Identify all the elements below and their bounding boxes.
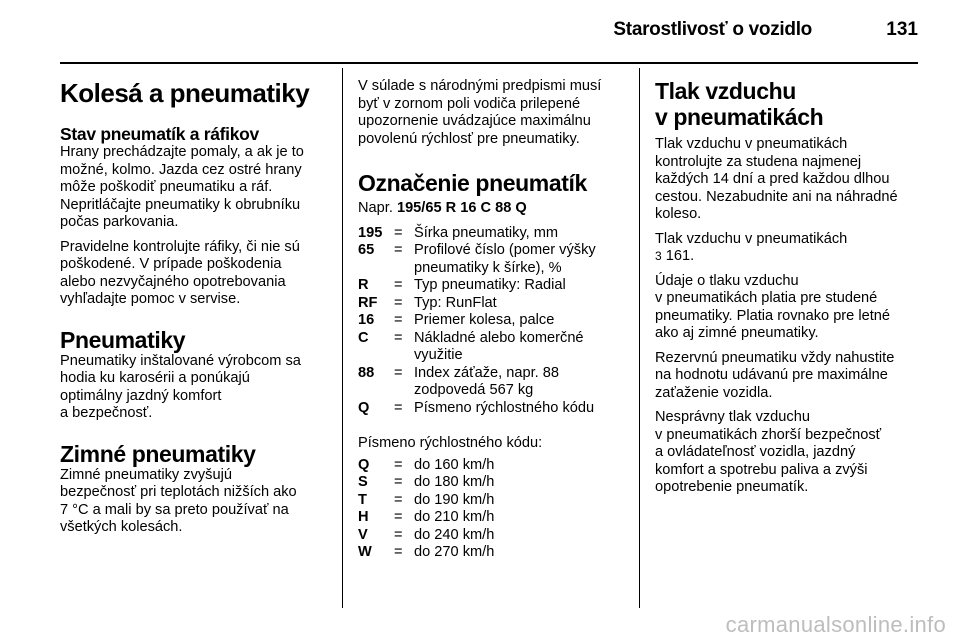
table-row <box>358 457 628 475</box>
text-line: koleso. <box>655 206 702 222</box>
text-line: Rezervnú pneumatiku vždy nahustite <box>655 349 895 366</box>
text-line: Pneumatiky inštalované výrobcom sa <box>60 352 301 369</box>
table-row <box>358 242 628 277</box>
table-row <box>358 312 628 330</box>
paragraph-incorrect-pressure <box>655 409 923 497</box>
equals-sign: = <box>394 474 403 490</box>
heading-line: Tlak vzduchu <box>655 78 796 104</box>
text-line: ako aj zimné pneumatiky. <box>655 325 819 341</box>
column-divider-1 <box>342 68 343 608</box>
text-line: byť v zornom poli vodiča prilepené <box>358 95 581 112</box>
text-line: kontrolujte za studena najmenej <box>655 153 862 170</box>
marking-code: 88 <box>358 364 375 381</box>
paragraph-pressure-data <box>655 273 923 343</box>
speed-code: T <box>358 491 367 508</box>
table-row <box>358 400 628 418</box>
text-line: hodia ku karosérii a ponúkajú <box>60 370 250 386</box>
equals-sign: = <box>394 399 403 416</box>
text-line: v pneumatikách platia pre studené <box>655 290 878 306</box>
running-header-title: Starostlivosť o vozidlo <box>613 19 812 40</box>
paragraph-spare-tire <box>655 350 923 403</box>
header-divider <box>60 62 918 64</box>
heading-line: v pneumatikách <box>655 104 824 130</box>
watermark: carmanualsonline.info <box>725 612 946 637</box>
tire-marking-example <box>358 200 628 218</box>
text-line: 7 °C a mali by sa preto používať na <box>60 501 289 518</box>
heading-winter-tires: Zimné pneumatiky <box>60 440 256 467</box>
section-title-wheels-and-tires: Kolesá a pneumatiky <box>60 78 310 108</box>
marking-code: RF <box>358 294 378 311</box>
text-line: Zimné pneumatiky zvyšujú <box>60 466 232 483</box>
equals-sign: = <box>394 364 403 381</box>
text-line: počas parkovania. <box>60 214 179 230</box>
text-line: Nepritláčajte pneumatiky k obrubníku <box>60 196 301 213</box>
paragraph-speed-sticker <box>358 78 628 148</box>
table-row <box>358 527 628 545</box>
text-line: Pravidelne kontrolujte ráfiky, či nie sú <box>60 238 300 255</box>
marking-description: Nákladné alebo komerčné využitie <box>414 329 584 363</box>
marking-code: C <box>358 329 369 346</box>
equals-sign: = <box>394 544 403 560</box>
equals-sign: = <box>394 242 403 258</box>
text-line: a bezpečnosť. <box>60 405 153 421</box>
text-line: pneumatiky. Platia rovnako pre letné <box>655 307 890 324</box>
text-line: povolenú rýchlosť pre pneumatiky. <box>358 130 580 147</box>
text-line: alebo nezvyčajného opotrebovania <box>60 273 286 290</box>
speed-code: V <box>358 526 368 543</box>
marking-description: Písmeno rýchlostného kódu <box>414 399 595 416</box>
marking-code: 195 <box>358 224 383 241</box>
paragraph-pressure-reference <box>655 231 923 266</box>
speed-value: do 270 km/h <box>414 544 495 560</box>
speed-code: S <box>358 474 368 490</box>
equals-sign: = <box>394 312 403 328</box>
text-line: a ovládateľnosť vozidla, jazdný <box>655 444 856 460</box>
text-line: Tlak vzduchu v pneumatikách <box>655 136 848 152</box>
speed-value: do 180 km/h <box>414 474 495 490</box>
text-line: upozornenie uvádzajúce maximálnu <box>358 113 591 129</box>
column-1 <box>60 78 330 544</box>
speed-code-heading: Písmeno rýchlostného kódu: <box>358 435 543 451</box>
text-line: cestou. Nezabudnite ani na náhradné <box>655 188 898 205</box>
column-3 <box>655 78 923 504</box>
page-reference[interactable]: 161. <box>661 248 695 264</box>
table-row <box>358 544 628 562</box>
text-line: Údaje o tlaku vzduchu <box>655 272 799 289</box>
table-row <box>358 295 628 313</box>
text-line: môže poškodiť pneumatiku a ráf. <box>60 179 273 195</box>
text-line: na hodnotu udávanú pre maximálne <box>655 367 888 383</box>
text-line: optimálny jazdný komfort <box>60 387 222 404</box>
heading-tire-rim-condition: Stav pneumatík a ráfikov <box>60 124 259 144</box>
marking-code: 65 <box>358 242 375 258</box>
equals-sign: = <box>394 294 403 311</box>
speed-code: H <box>358 509 369 525</box>
example-label: Napr. <box>358 200 393 216</box>
text-line: poškodené. V prípade poškodenia <box>60 256 282 272</box>
equals-sign: = <box>394 509 403 525</box>
table-row <box>358 509 628 527</box>
speed-code: Q <box>358 456 370 473</box>
page-reference-icon: 3 <box>655 249 662 263</box>
text-line: zaťaženie vozidla. <box>655 384 773 401</box>
equals-sign: = <box>394 277 403 293</box>
marking-description: Typ: RunFlat <box>414 294 497 311</box>
text-line: všetkých kolesách. <box>60 519 183 535</box>
text-line: vyhľadajte pomoc v servise. <box>60 291 241 307</box>
example-value: 195/65 R 16 C 88 Q <box>396 200 527 216</box>
text-line: opotrebenie pneumatík. <box>655 479 809 495</box>
speed-code: W <box>358 544 372 560</box>
marking-code: R <box>358 277 369 293</box>
table-row <box>358 277 628 295</box>
text-line: Nesprávny tlak vzduchu <box>655 409 810 425</box>
text-line: možné, kolmo. Jazda cez ostré hrany <box>60 161 302 178</box>
table-row <box>358 492 628 510</box>
table-row <box>358 225 628 243</box>
paragraph-tire-condition-1 <box>60 144 330 232</box>
marking-description: Typ pneumatiky: Radial <box>414 277 566 293</box>
equals-sign: = <box>394 329 403 346</box>
marking-description: Šírka pneumatiky, mm <box>414 224 559 241</box>
text-line: V súlade s národnými predpismi musí <box>358 78 602 94</box>
page-number: 131 <box>886 19 918 40</box>
speed-value: do 160 km/h <box>414 456 495 473</box>
table-row <box>358 365 628 400</box>
table-row <box>358 330 628 365</box>
paragraph-tire-condition-2 <box>60 239 330 309</box>
column-2 <box>358 78 628 562</box>
table-row <box>358 474 628 492</box>
paragraph-tires <box>60 353 330 423</box>
speed-value: do 210 km/h <box>414 509 495 525</box>
heading-tires: Pneumatiky <box>60 326 186 353</box>
tire-marking-table <box>358 225 628 418</box>
text-line: Tlak vzduchu v pneumatikách <box>655 230 848 247</box>
speed-code-table <box>358 457 628 562</box>
text-line: každých 14 dní a pred každou dlhou <box>655 171 890 187</box>
marking-code: Q <box>358 399 370 416</box>
equals-sign: = <box>394 224 403 241</box>
heading-tire-marking: Označenie pneumatík <box>358 170 587 196</box>
equals-sign: = <box>394 526 403 543</box>
column-divider-2 <box>639 68 640 608</box>
marking-description: Priemer kolesa, palce <box>414 312 555 328</box>
text-line: komfort a spotrebu paliva a zvýši <box>655 461 868 478</box>
heading-tire-pressure <box>655 78 923 130</box>
paragraph-pressure-check <box>655 136 923 224</box>
equals-sign: = <box>394 491 403 508</box>
paragraph-winter-tires <box>60 467 330 537</box>
text-line: bezpečnosť pri teplotách nižších ako <box>60 484 297 500</box>
text-line: Hrany prechádzajte pomaly, a ak je to <box>60 144 304 160</box>
marking-description: Index záťaže, napr. 88 zodpovedá 567 kg <box>414 364 560 398</box>
marking-code: 16 <box>358 312 375 328</box>
speed-value: do 240 km/h <box>414 526 495 543</box>
equals-sign: = <box>394 456 403 473</box>
text-line: v pneumatikách zhorší bezpečnosť <box>655 426 882 443</box>
speed-value: do 190 km/h <box>414 491 495 508</box>
marking-description: Profilové číslo (pomer výšky pneumatiky k šírke), % <box>414 242 596 276</box>
